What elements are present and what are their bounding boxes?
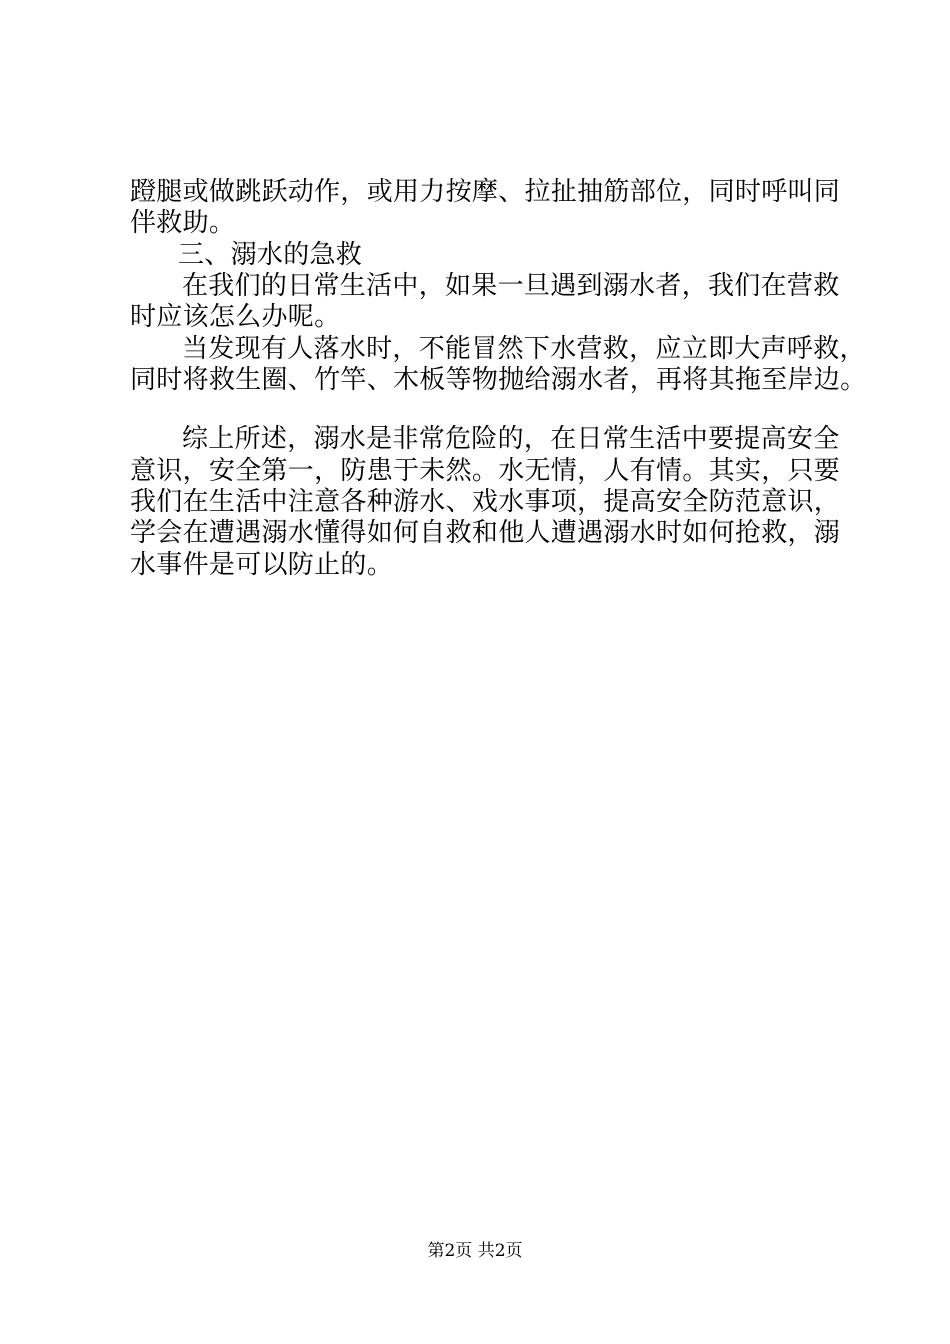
body-text-line: 综上所述，溺水是非常危险的，在日常生活中要提高安全 [182, 424, 840, 454]
body-text-line: 伴救助。 [130, 208, 236, 238]
body-text-line: 学会在遭遇溺水懂得如何自救和他人遭遇溺水时如何抢救，溺 [130, 518, 841, 548]
body-text-line: 在我们的日常生活中，如果一旦遇到溺水者，我们在营救 [182, 271, 840, 301]
body-text-line: 我们在生活中注意各种游水、戏水事项，提高安全防范意识， [130, 487, 841, 517]
body-text-line: 蹬腿或做跳跃动作，或用力按摩、拉扯抽筋部位，同时呼叫同 [130, 177, 841, 207]
body-text-line: 当发现有人落水时，不能冒然下水营救，应立即大声呼救， [182, 334, 866, 364]
body-text-line: 意识，安全第一，防患于未然。水无情，人有情。其实，只要 [130, 456, 841, 486]
body-text-line: 水事件是可以防止的。 [130, 550, 394, 580]
body-text-line: 同时将救生圈、竹竿、木板等物抛给溺水者，再将其拖至岸边。 [130, 365, 867, 395]
page-footer: 第2页 共2页 [427, 1241, 523, 1261]
section-heading: 三、溺水的急救 [178, 240, 363, 270]
body-text-line: 时应该怎么办呢。 [130, 302, 341, 332]
